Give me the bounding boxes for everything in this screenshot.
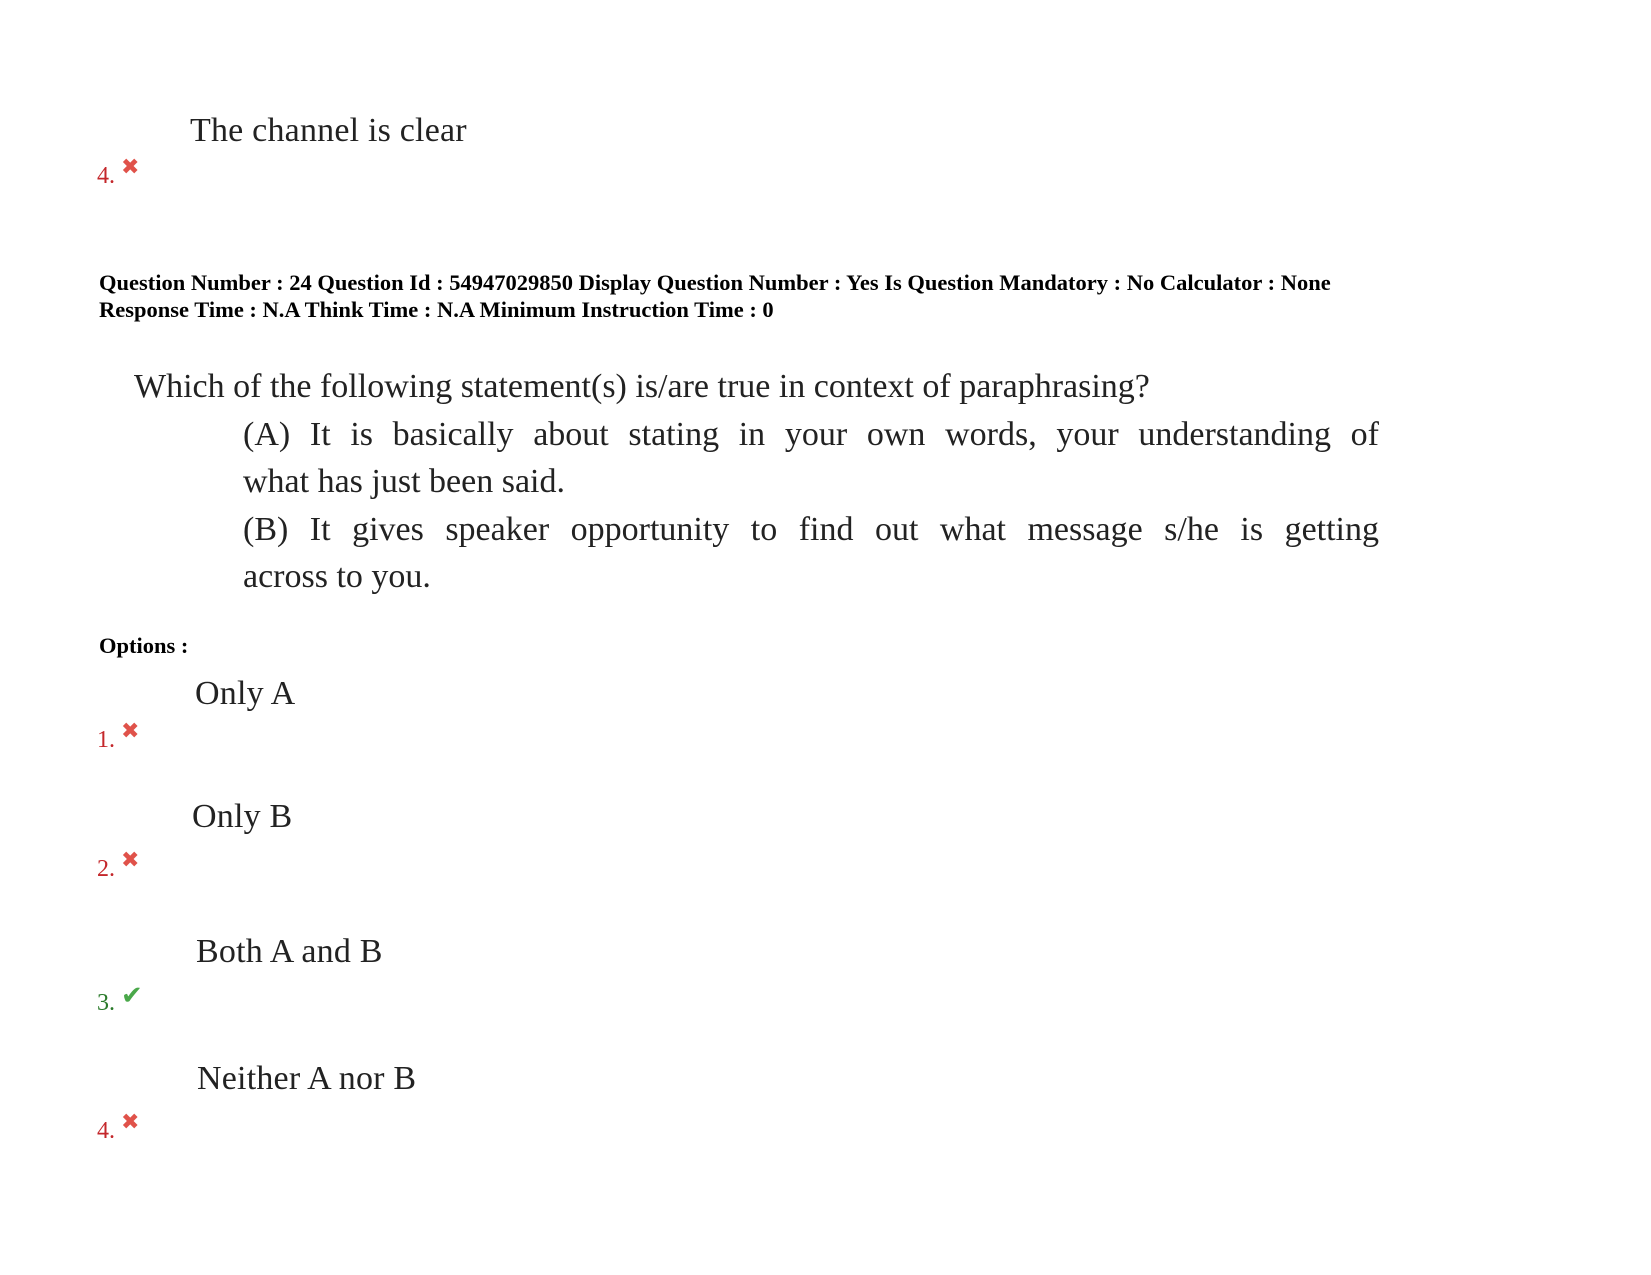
question-stem: Which of the following statement(s) is/are true in context of paraphrasing? bbox=[134, 368, 1150, 405]
prev-option-4-text: The channel is clear bbox=[190, 112, 467, 149]
option-2-number bbox=[97, 846, 140, 883]
statement-b-line-1: (B) It gives speaker opportunity to find out what message s/he is getting bbox=[243, 511, 1379, 548]
statement-a bbox=[243, 411, 1379, 505]
cross-icon: ✖ bbox=[121, 846, 140, 872]
option-1-text: Only A bbox=[195, 675, 296, 712]
statement-b bbox=[243, 506, 1379, 600]
check-icon: ✔ bbox=[121, 980, 143, 1010]
option-3-text: Both A and B bbox=[196, 933, 383, 970]
question-meta-line-2: Response Time : N.A Think Time : N.A Minimum Instruction Time : 0 bbox=[99, 297, 774, 322]
option-2-text: Only B bbox=[192, 798, 293, 835]
option-number: 4. bbox=[97, 1118, 115, 1144]
cross-icon: ✖ bbox=[121, 1108, 140, 1134]
option-number: 4. bbox=[97, 163, 115, 189]
option-number: 3. bbox=[97, 990, 115, 1016]
option-4-number bbox=[97, 1108, 140, 1145]
statement-b-line-2: across to you. bbox=[243, 558, 431, 595]
option-3-number bbox=[97, 980, 143, 1017]
statement-a-line-1: (A) It is basically about stating in your own words, your understanding of bbox=[243, 416, 1379, 453]
question-meta-line-1: Question Number : 24 Question Id : 54947029850 Display Question Number : Yes Is Question Mandatory : No Calculator : None bbox=[99, 270, 1331, 295]
options-label: Options : bbox=[99, 633, 189, 658]
option-number: 2. bbox=[97, 856, 115, 882]
option-4-text: Neither A nor B bbox=[197, 1060, 417, 1097]
option-1-number bbox=[97, 717, 140, 754]
option-number: 1. bbox=[97, 727, 115, 753]
cross-icon: ✖ bbox=[121, 717, 140, 743]
statement-a-line-2: what has just been said. bbox=[243, 463, 565, 500]
cross-icon: ✖ bbox=[121, 153, 140, 179]
prev-option-4-number bbox=[97, 153, 140, 190]
